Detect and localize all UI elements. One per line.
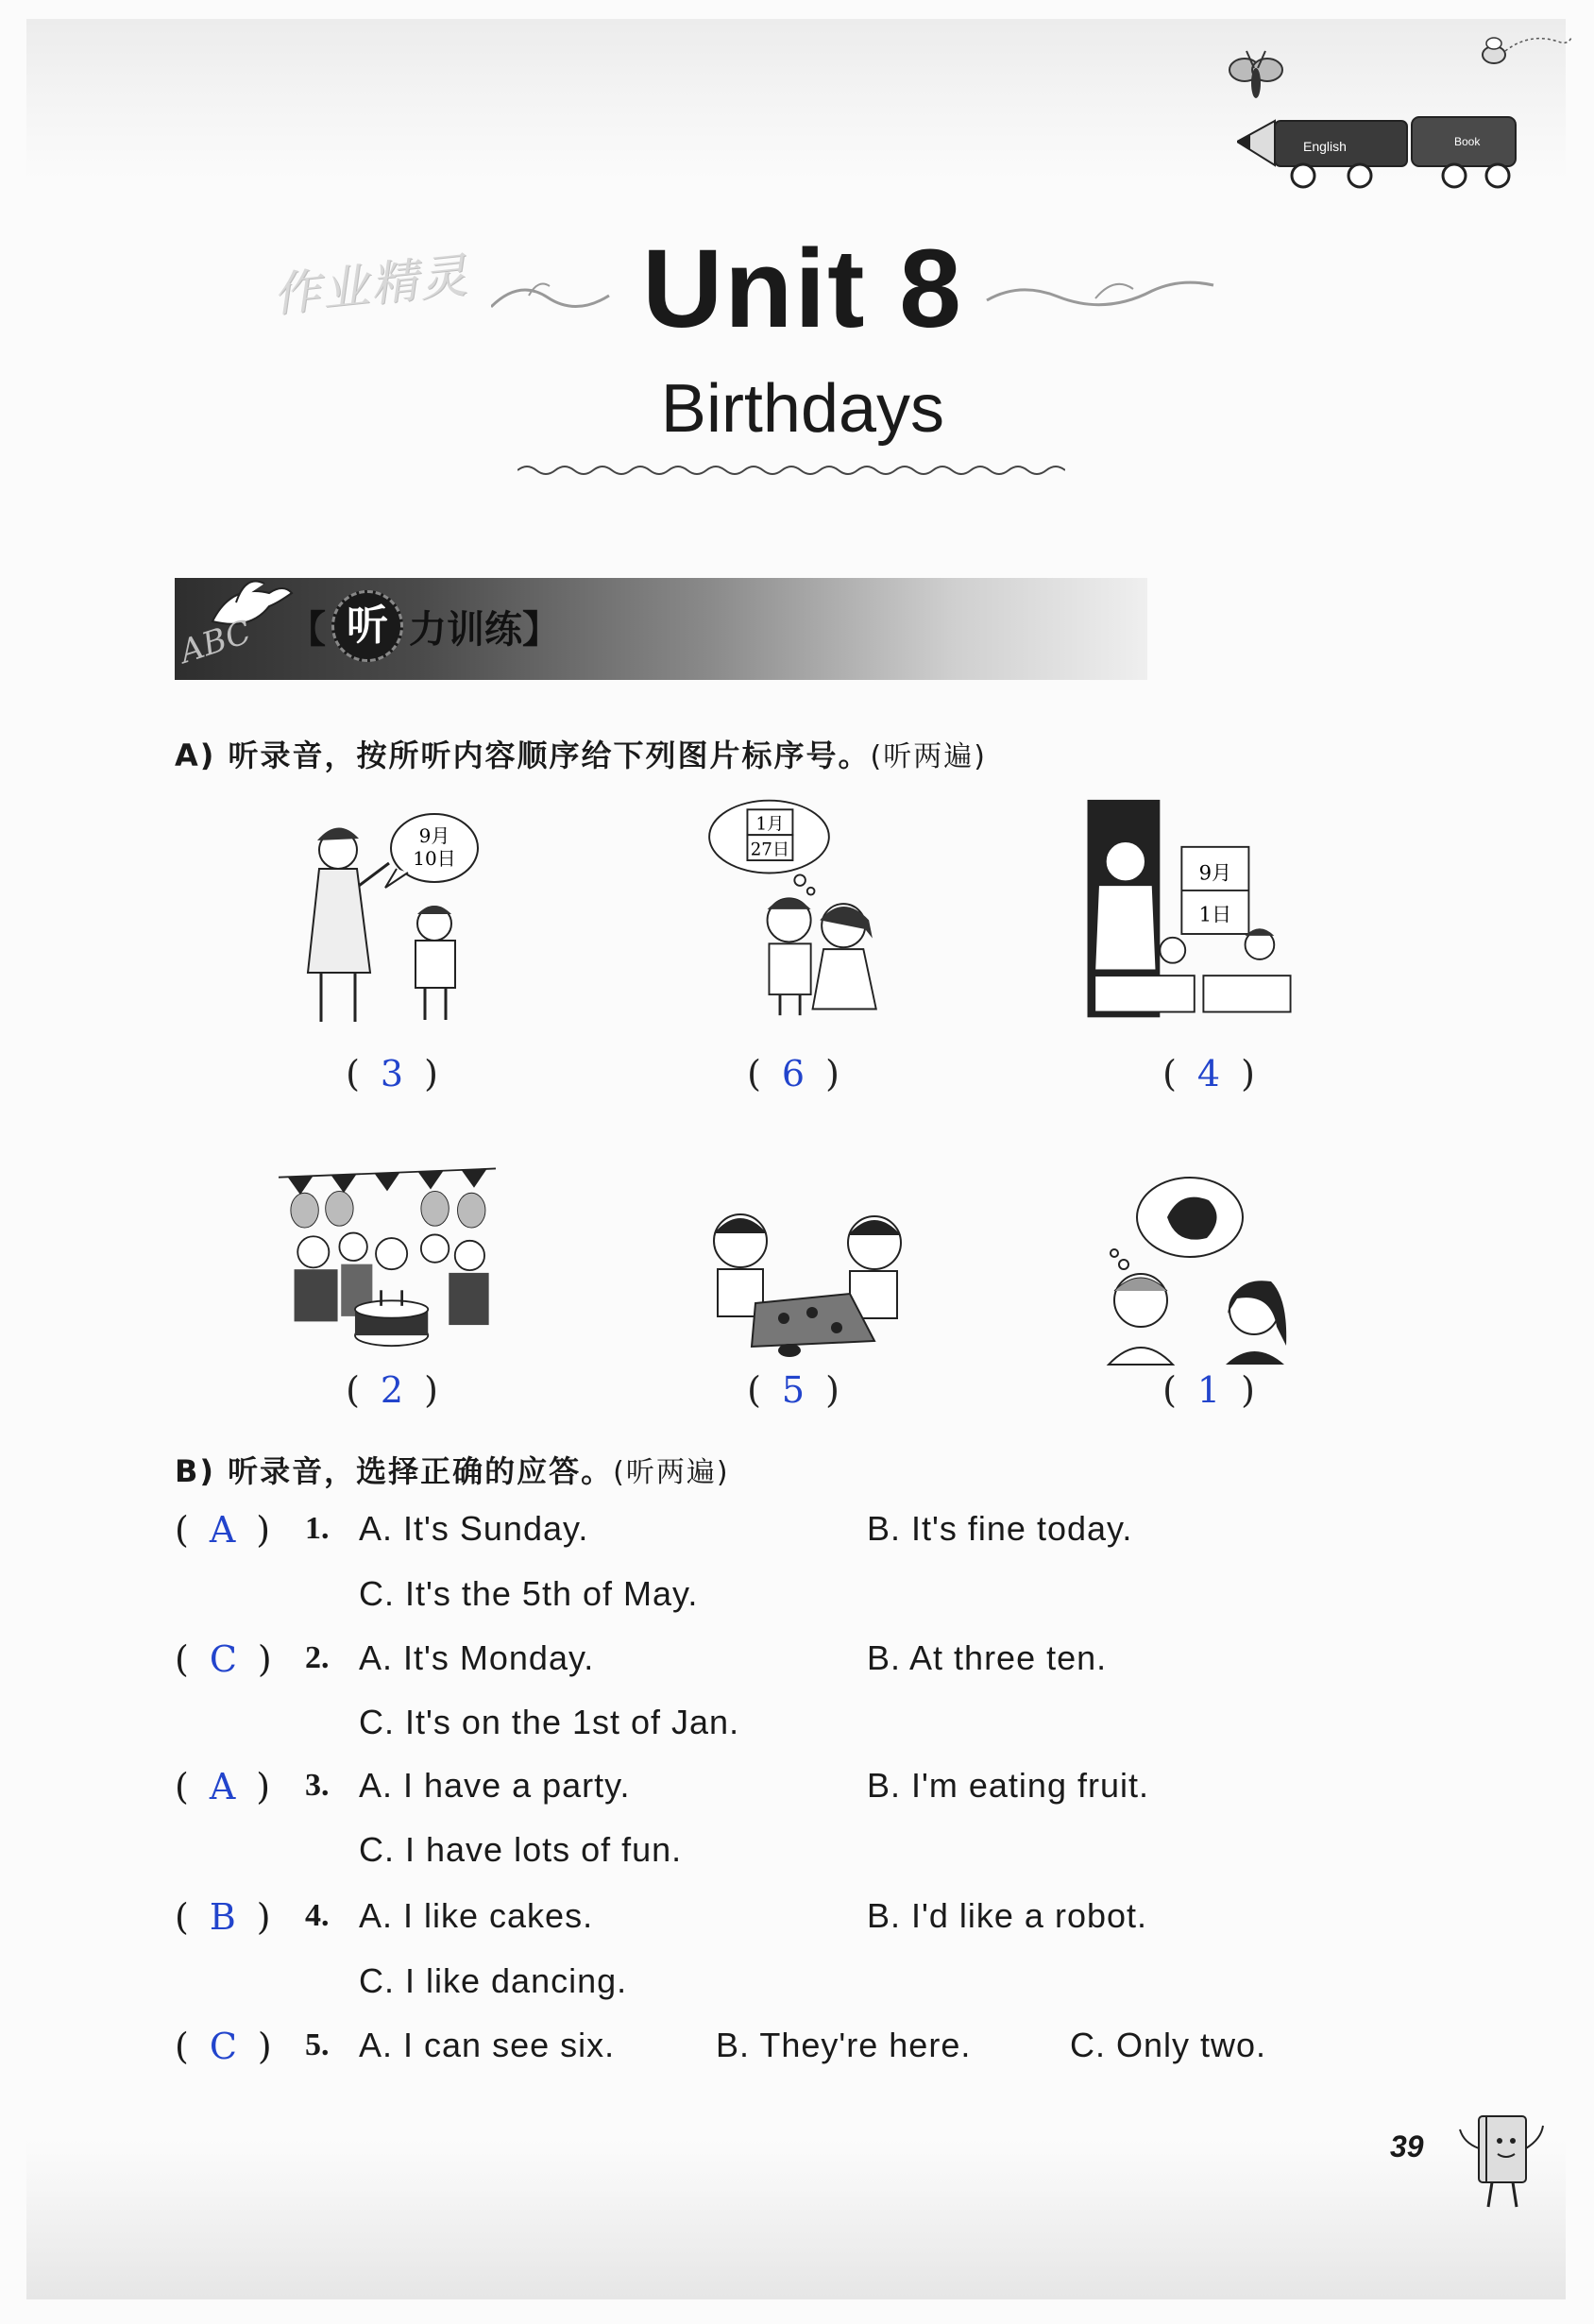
two-kids-thinking-icon xyxy=(694,793,911,1020)
classroom-icon xyxy=(1081,798,1298,1025)
picture-5-answer-value: 5 xyxy=(781,1369,805,1411)
question-3-option-c: C. I have lots of fun. xyxy=(359,1830,683,1869)
question-2-answer-value: C xyxy=(209,1638,237,1680)
picture-3-answer-value: 4 xyxy=(1196,1053,1221,1094)
question-1-answer: ( A ) xyxy=(175,1509,271,1551)
calendar-text-3: 9月 xyxy=(1198,860,1232,885)
question-5-number: 5. xyxy=(305,2027,330,2062)
section-bracket-open: 【 xyxy=(288,607,326,652)
kids-playing-game-icon xyxy=(699,1166,916,1393)
picture-3-answer: ( 4 ) xyxy=(1162,1053,1255,1094)
part-b-note: (听两遍) xyxy=(613,1456,730,1489)
picture-2-answer: ( 6 ) xyxy=(747,1053,839,1094)
question-3-option-b: B. I'm eating fruit. xyxy=(867,1766,1149,1805)
listen-circle: 听 xyxy=(331,590,403,662)
part-b-instruction-text: B) 听录音，选择正确的应答。 xyxy=(175,1453,614,1489)
question-1-option-b: B. It's fine today. xyxy=(867,1509,1133,1548)
part-a-instruction-text: A) 听录音，按所听内容顺序给下列图片标序号。 xyxy=(175,738,871,773)
section-title xyxy=(288,593,560,659)
part-b-instruction xyxy=(175,1448,730,1491)
question-1-number: 1. xyxy=(305,1511,330,1546)
picture-6-answer-value: 1 xyxy=(1196,1369,1221,1411)
question-2-option-b: B. At three ten. xyxy=(867,1638,1108,1677)
bottom-decoration-band xyxy=(26,2139,1566,2299)
part-a-instruction xyxy=(175,732,987,775)
calendar-text-3b: 1日 xyxy=(1198,902,1232,926)
question-3-option-a: A. I have a party. xyxy=(359,1766,631,1805)
question-2-option-c: C. It's on the 1st of Jan. xyxy=(359,1703,740,1741)
question-2-number: 2. xyxy=(305,1640,330,1675)
bubble-date-text-2: 1月 xyxy=(755,814,785,835)
question-2-option-a: A. It's Monday. xyxy=(359,1638,595,1677)
question-1-answer-value: A xyxy=(209,1509,236,1551)
question-3-answer-value: A xyxy=(209,1766,236,1807)
watermark-text: 作业精灵 xyxy=(269,247,471,323)
picture-1-answer-value: 3 xyxy=(380,1053,404,1094)
bubble-date-text-1b: 10日 xyxy=(413,847,456,870)
abc-decoration: ABC xyxy=(175,613,256,671)
page-number: 39 xyxy=(1390,2129,1424,2163)
section-title-rest: 力训练 xyxy=(409,607,522,652)
question-1-option-a: A. It's Sunday. xyxy=(359,1509,589,1548)
teacher-and-boy-icon xyxy=(283,803,500,1029)
subtitle-wave-underline xyxy=(517,461,1065,480)
question-4-number: 4. xyxy=(305,1898,330,1933)
picture-1-answer: ( 3 ) xyxy=(346,1053,438,1094)
kids-thinking-food-icon xyxy=(1086,1157,1303,1383)
question-4-option-c: C. I like dancing. xyxy=(359,1961,628,2000)
bubble-date-text-1: 9月 xyxy=(418,824,450,847)
deco-english-text: English xyxy=(1303,139,1347,154)
question-5-answer: ( C ) xyxy=(175,2026,272,2067)
question-5-option-a: A. I can see six. xyxy=(359,2026,616,2064)
butterfly-icon xyxy=(1199,38,1313,113)
book-character-icon xyxy=(1454,2101,1549,2224)
question-3-number: 3. xyxy=(305,1768,330,1803)
unit-subtitle: Birthdays xyxy=(660,371,945,447)
deco-book-text: Book xyxy=(1454,135,1481,148)
bee-icon xyxy=(1473,23,1577,79)
bubble-date-text-2b: 27日 xyxy=(750,840,790,860)
picture-5-answer: ( 5 ) xyxy=(747,1369,839,1411)
question-4-option-b: B. I'd like a robot. xyxy=(867,1896,1148,1935)
question-4-option-a: A. I like cakes. xyxy=(359,1896,594,1935)
section-bracket-close: 】 xyxy=(522,607,560,652)
pencil-book-car-icon xyxy=(1237,113,1520,189)
question-5-option-c: C. Only two. xyxy=(1070,2026,1267,2064)
picture-4-answer: ( 2 ) xyxy=(346,1369,438,1411)
picture-4-answer-value: 2 xyxy=(380,1369,404,1411)
birthday-party-icon xyxy=(279,1147,496,1374)
picture-6-answer: ( 1 ) xyxy=(1162,1369,1255,1411)
question-3-answer: ( A ) xyxy=(175,1766,271,1807)
picture-2-answer-value: 6 xyxy=(781,1053,805,1094)
question-4-answer-value: B xyxy=(209,1896,236,1938)
unit-title: Unit 8 xyxy=(642,227,963,351)
part-a-note: (听两遍) xyxy=(870,740,987,773)
question-5-answer-value: C xyxy=(209,2026,237,2067)
question-1-option-c: C. It's the 5th of May. xyxy=(359,1574,699,1613)
question-4-answer: ( B ) xyxy=(175,1896,271,1938)
question-2-answer: ( C ) xyxy=(175,1638,272,1680)
question-5-option-b: B. They're here. xyxy=(716,2026,972,2064)
